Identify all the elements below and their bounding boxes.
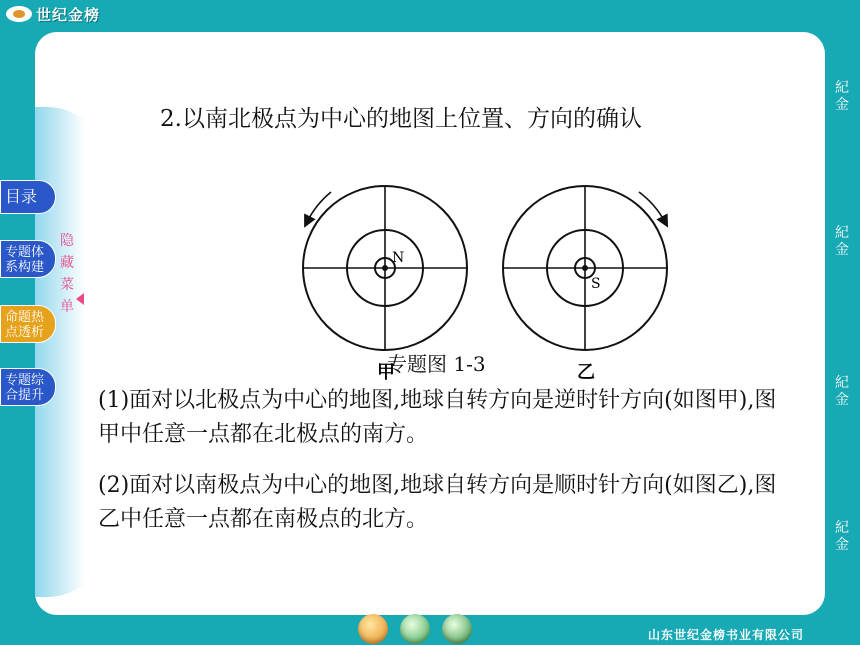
counterclockwise-arrow	[307, 192, 331, 222]
slide-panel	[35, 32, 825, 615]
watermark-char: 金	[835, 392, 849, 408]
north-pole-label: N	[392, 250, 405, 266]
brand-logo-icon	[6, 6, 32, 22]
clockwise-arrow	[639, 192, 665, 222]
company-name: 山东世纪金榜书业有限公司	[648, 628, 805, 642]
hide-menu-char: 菜	[60, 277, 74, 293]
hide-menu-char: 单	[60, 299, 74, 315]
paragraph-north-pole: (1)面对以北极点为中心的地图,地球自转方向是逆时针方向(如图甲),图甲中任意一点都在北极点的南方。	[98, 388, 777, 447]
right-watermark-word	[830, 225, 854, 259]
up-icon[interactable]	[400, 614, 430, 644]
watermark-char: 紀	[835, 375, 849, 391]
collapse-arrow-icon[interactable]	[76, 293, 84, 305]
section-heading: 2.以南北极点为中心的地图上位置、方向的确认	[160, 106, 642, 132]
watermark-char: 紀	[835, 520, 849, 536]
figure-caption: 专题图 1-3	[387, 352, 486, 376]
hide-menu-char: 藏	[60, 255, 74, 271]
nav-hotspot-button[interactable]: 命题热点透析	[0, 305, 56, 343]
hide-menu-toggle[interactable]	[60, 230, 74, 318]
right-watermark-word	[830, 375, 854, 409]
watermark-char: 紀	[835, 80, 849, 96]
watermark-char: 金	[835, 537, 849, 553]
slide-content	[35, 32, 825, 615]
nav-comprehensive-button[interactable]: 专题综合提升	[0, 368, 56, 406]
nav-contents-button[interactable]: 目录	[0, 180, 56, 214]
next-icon[interactable]	[442, 614, 472, 644]
right-watermark-word	[830, 80, 854, 114]
bottom-navigation	[358, 614, 472, 644]
south-pole-map	[503, 186, 667, 382]
paragraph-south-pole: (2)面对以南极点为中心的地图,地球自转方向是顺时针方向(如图乙),图乙中任意一点都在南极点的北方。	[98, 473, 777, 532]
home-icon[interactable]	[358, 614, 388, 644]
nav-topic-system-button[interactable]: 专题体系构建	[0, 240, 56, 278]
watermark-char: 金	[835, 97, 849, 113]
brand-header	[6, 3, 100, 25]
hide-menu-char: 隐	[60, 233, 74, 249]
figure-yi-label: 乙	[577, 362, 595, 382]
watermark-char: 紀	[835, 225, 849, 241]
south-pole-label: S	[591, 276, 601, 292]
right-watermark-word	[830, 520, 854, 554]
figure-jia-label: 甲	[377, 362, 395, 382]
brand-name: 世纪金榜	[36, 5, 101, 24]
watermark-char: 金	[835, 242, 849, 258]
